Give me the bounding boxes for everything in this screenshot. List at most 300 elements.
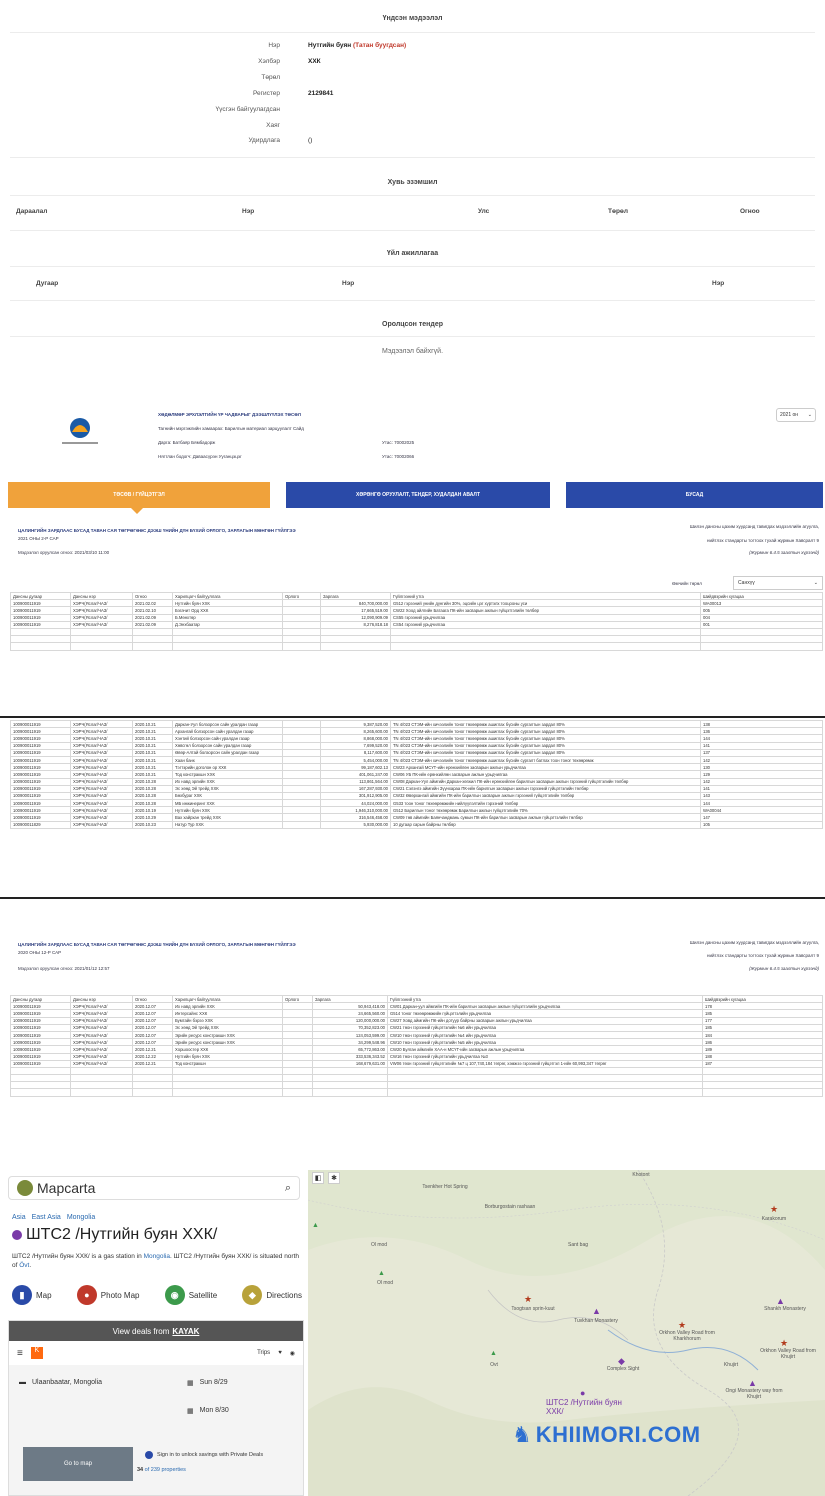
search-icon[interactable]: ⌕ xyxy=(284,1181,291,1194)
attraction-icon[interactable]: ★ xyxy=(524,1294,533,1304)
map-view[interactable] xyxy=(308,1170,825,1496)
col-activity-name: Нэр xyxy=(342,280,355,287)
table-row xyxy=(11,792,823,799)
table-cell: Хоршоостер ХХК xyxy=(173,1046,283,1053)
table-cell: Б.Мөнхтөр xyxy=(173,614,283,621)
table-cell: 138 xyxy=(701,721,823,728)
go-to-map-button[interactable] xyxy=(23,1447,133,1481)
desc-link-mongolia[interactable]: Mongolia xyxy=(143,1253,170,1260)
report2-note2: нийтлэх стандарты тогтоох тухай журмын Хавсралт 9 xyxy=(707,953,819,958)
table-cell xyxy=(283,1060,313,1067)
table-row xyxy=(11,807,823,814)
table-cell: 50,943,418.00 xyxy=(313,1003,388,1010)
table-cell: Хөвсгөл болзорсон сайн уралдан газар xyxy=(173,742,283,749)
col-order: Дараалал xyxy=(16,208,48,215)
attraction-icon[interactable]: ★ xyxy=(770,1204,779,1214)
table-cell xyxy=(313,1067,388,1074)
table-cell xyxy=(133,1089,173,1096)
table-cell: 185 xyxy=(703,1024,823,1031)
table-cell: ХЭРЧ(Яслаг/ЧАЗ/ xyxy=(71,721,133,728)
table-cell: 130 xyxy=(701,764,823,771)
table-cell: 100900011919 xyxy=(11,742,71,749)
table-cell: Натур Тур ХХК xyxy=(173,821,283,828)
table-cell: 2020.12.07 xyxy=(133,1039,173,1046)
table-header-row xyxy=(11,593,823,600)
table-cell: 141 xyxy=(701,742,823,749)
divider xyxy=(0,897,825,899)
satellite-button[interactable] xyxy=(165,1285,217,1305)
table-row xyxy=(11,600,823,607)
table-cell: Хаан банк xyxy=(173,756,283,763)
table-row xyxy=(11,749,823,756)
table-row xyxy=(11,1039,823,1046)
table-cell: Эрийн ресурс констракшн ХХК xyxy=(173,1039,283,1046)
table-cell: 100900011919 xyxy=(11,792,71,799)
table-row xyxy=(11,1017,823,1024)
col-name: Нэр xyxy=(242,208,255,215)
filter-label: Өмчийн төрөл xyxy=(672,581,702,586)
table-cell: 100900011829 xyxy=(11,821,71,828)
table-cell xyxy=(283,792,321,799)
table-cell: 301,912,905.00 xyxy=(321,792,391,799)
table-cell xyxy=(71,1075,133,1082)
tab-budget[interactable]: ТӨСӨВ / ГҮЙЦЭТГЭЛ xyxy=(8,482,270,508)
table-cell: 2020.10.28 xyxy=(133,792,173,799)
table-cell: 144 xyxy=(701,735,823,742)
map-button[interactable] xyxy=(12,1285,52,1305)
table-cell xyxy=(283,756,321,763)
table-row xyxy=(11,614,823,621)
table-cell: ХЭРЧ(Яслаг/ЧАЗ/ xyxy=(71,785,133,792)
table-cell: 8,868,000.00 xyxy=(321,735,391,742)
kayak-widget xyxy=(8,1320,304,1496)
table-cell: ХЭРЧ(Яслаг/ЧАЗ/ xyxy=(71,607,133,614)
table-cell: ХЭРЧ(Яслаг/ЧАЗ/ xyxy=(71,1031,133,1038)
table-cell: G512 Барилгын тоног төхөөрөмж Барилгын ажлын гүйцэтгэлийн 70% xyxy=(391,807,701,814)
table-cell: 2020.12.22 xyxy=(133,1053,173,1060)
table-cell: Архангай болзорсон сайн уралдан газар xyxy=(173,728,283,735)
table-cell xyxy=(283,1053,313,1060)
table-cell xyxy=(283,643,321,650)
table-cell xyxy=(11,1082,71,1089)
viewpoint-icon[interactable]: ◆ xyxy=(618,1356,625,1366)
kayak-toolbar xyxy=(9,1341,303,1365)
table-cell: 100900011919 xyxy=(11,1024,71,1031)
settings-icon[interactable]: ✱ xyxy=(328,1172,340,1184)
table-cell xyxy=(71,1089,133,1096)
table-cell: WA00044 xyxy=(701,807,823,814)
attraction-icon[interactable]: ★ xyxy=(678,1320,687,1330)
table-cell xyxy=(283,614,321,621)
table-cell xyxy=(11,636,71,643)
table-cell: 144 xyxy=(701,800,823,807)
table-cell xyxy=(388,1082,703,1089)
table-cell: CW32 Өвөрхангай аймгийн ПК-ийн барилгын засварын ажлын гэрээний гүйцэтгэлийн төлбөр xyxy=(391,792,701,799)
selected-place-label: ШТС2 /Нутгийн буян ХХК/ xyxy=(546,1398,622,1416)
table-cell: Нутгийн буян ХХК xyxy=(173,1053,283,1060)
table-cell: G514 тоног төхөөрөмжийн гүйцэтгэлийн урьдчилгаа xyxy=(388,1010,703,1017)
table-cell: 2020.10.21 xyxy=(133,742,173,749)
table-cell: 2020.12.07 xyxy=(133,1010,173,1017)
table-header: Шийдвэрийн хугацаа xyxy=(703,996,823,1003)
trips-link[interactable]: Trips xyxy=(257,1350,271,1356)
table-cell xyxy=(703,1075,823,1082)
table-cell: 187 xyxy=(703,1060,823,1067)
table-cell: 8,276,818.18 xyxy=(321,621,391,628)
table-cell: ХЭРЧ(Яслаг/ЧАЗ/ xyxy=(71,1046,133,1053)
table-cell: Нутгийн буян ХХК xyxy=(173,600,283,607)
table-cell: TN 4/023 СТЭМ-ийн хичээлийн тоног төхөөрөмж ашиглах бүсийн сургалтын зардал 80% xyxy=(391,742,701,749)
col-type: Төрөл xyxy=(608,208,629,215)
table-cell xyxy=(703,1067,823,1074)
table-cell: Эс хөөд Эй трейд ХХК xyxy=(173,1024,283,1031)
table-cell: Их навд эрлийн ХХК xyxy=(173,1003,283,1010)
table-cell: 2020.10.21 xyxy=(133,728,173,735)
kayak-logo-icon: K xyxy=(31,1347,43,1359)
table-row xyxy=(11,607,823,614)
map-label: Tsenkher Hot Spring xyxy=(422,1184,468,1190)
col-date: Огноо xyxy=(740,208,760,215)
table-cell: ХЭРЧ(Яслаг/ЧАЗ/ xyxy=(71,756,133,763)
table-cell xyxy=(283,1003,313,1010)
map-label: Tuvkhan Monastery xyxy=(574,1318,618,1324)
table-header: Огноо xyxy=(133,593,173,600)
sign-in-row[interactable] xyxy=(145,1451,263,1459)
table-cell xyxy=(283,728,321,735)
table-cell: 188 xyxy=(703,1053,823,1060)
table-cell: 100900011919 xyxy=(11,785,71,792)
breadcrumb-east-asia[interactable]: East Asia xyxy=(31,1214,61,1221)
table-cell: 100900011919 xyxy=(11,600,71,607)
location-value: Ulaanbaatar, Mongolia xyxy=(32,1379,103,1386)
col-activity-name-2: Нэр xyxy=(712,280,725,287)
table-cell: Тэгтэрийн доголон ор ХХК xyxy=(173,764,283,771)
table-cell: 2020.10.28 xyxy=(133,800,173,807)
table-cell xyxy=(703,1082,823,1089)
year-select-value: 2021 он xyxy=(780,412,799,418)
properties-text: of 239 properties xyxy=(144,1467,186,1473)
table-cell: 840,700,000.00 xyxy=(321,600,391,607)
table-cell: 129 xyxy=(701,771,823,778)
table-cell xyxy=(283,742,321,749)
report1-note1: Шилэн дансны цахим хуудсанд тавигдах мэдээллийн агуулга, xyxy=(689,524,819,529)
table-cell xyxy=(283,778,321,785)
place-title: ШТС2 /Нутгийн буян ХХК/ xyxy=(26,1226,218,1243)
table-cell: 70,352,823.00 xyxy=(313,1024,388,1031)
table-cell xyxy=(283,1067,313,1074)
table-cell: 2020.10.28 xyxy=(133,785,173,792)
table-cell: 2021.02.02 xyxy=(133,600,173,607)
table-cell: 141 xyxy=(701,785,823,792)
label-address: Хаяг xyxy=(266,122,280,129)
table-cell xyxy=(313,1082,388,1089)
divider xyxy=(0,716,825,718)
table-cell: 184 xyxy=(703,1031,823,1038)
table-cell: 100900011919 xyxy=(11,614,71,621)
table-cell: CW27 Ховд аймгийн ПК-ийн дотуур байрны засварын ажлын урьдчилгаа xyxy=(388,1017,703,1024)
table-cell: ХЭРЧ(Яслаг/ЧАЗ/ xyxy=(71,778,133,785)
table-row xyxy=(11,728,823,735)
menu-icon[interactable]: ≡ xyxy=(17,1347,23,1359)
table2 xyxy=(10,720,823,829)
table-cell: 2020.10.19 xyxy=(133,807,173,814)
table-cell xyxy=(283,721,321,728)
map-label: Orkhon Valley Road from Khujirt xyxy=(760,1348,816,1360)
checkin-field[interactable] xyxy=(187,1379,228,1387)
table-cell: Хэнтий болзорсон сайн уралдан газар xyxy=(173,735,283,742)
mapcarta-header xyxy=(8,1176,300,1200)
mapcarta-logo[interactable]: Mapcarta xyxy=(37,1180,96,1196)
attraction-icon[interactable]: ★ xyxy=(780,1338,789,1348)
table-cell: ХЭРЧ(Яслаг/ЧАЗ/ xyxy=(71,1039,133,1046)
location-field[interactable] xyxy=(19,1379,102,1386)
place-description xyxy=(12,1252,302,1270)
map-label: Ongi Monastery way from Khujirt xyxy=(725,1388,783,1400)
table-cell: 2020.10.21 xyxy=(133,749,173,756)
table-cell: 178 xyxy=(703,1003,823,1010)
checkin-value: Sun 8/29 xyxy=(199,1379,228,1386)
table-header: Орлого xyxy=(283,996,313,1003)
table1 xyxy=(10,592,823,651)
report2-note3: (Журмын 6.4.5 заалтын хүрээнд) xyxy=(749,966,819,971)
monastery-icon[interactable]: ▲ xyxy=(748,1378,757,1388)
table-row xyxy=(11,1053,823,1060)
table-cell: 2021.02.09 xyxy=(133,621,173,628)
table-cell: ХЭРЧ(Яслаг/ЧАЗ/ xyxy=(71,600,133,607)
table-cell: 100900011919 xyxy=(11,756,71,763)
table-cell: WA00013 xyxy=(701,600,823,607)
desc-part1: ШТС2 /Нутгийн буян ХХК/ is a gas station in xyxy=(12,1253,142,1260)
table-cell xyxy=(71,643,133,650)
table-cell xyxy=(173,643,283,650)
tenders-empty: Мэдээлэл байхгүй. xyxy=(381,348,444,355)
table-cell xyxy=(388,1089,703,1096)
table-cell xyxy=(283,1017,313,1024)
table-cell: 44,024,000.00 xyxy=(321,800,391,807)
table-cell xyxy=(283,1031,313,1038)
label-form: Хэлбэр xyxy=(258,58,280,65)
gas-station-marker-icon[interactable]: ● xyxy=(580,1388,586,1398)
table-cell: CS54 гэрээний урьдчилгаа xyxy=(391,621,701,628)
table-cell: 333,536,343.52 xyxy=(313,1053,388,1060)
table-cell xyxy=(133,1075,173,1082)
table-cell: 10 дугаар сарын байрны төлбөр xyxy=(391,821,701,828)
table-header: Зарлага xyxy=(321,593,391,600)
place-title-row xyxy=(12,1226,217,1244)
table-cell: Их навд эрлийн ХХК xyxy=(173,778,283,785)
table-cell: 004 xyxy=(701,614,823,621)
table-cell: 136 xyxy=(701,728,823,735)
table-cell xyxy=(283,800,321,807)
org-logo xyxy=(60,414,100,448)
table-row-empty xyxy=(11,643,823,650)
table-cell: Даркан-Уул болзорсон сайн уралдан газар xyxy=(173,721,283,728)
table-cell: TN 4/023 СТЭМ-ийн хичээлийн тоног төхөөрөмж ашиглах бүсийн сургалт батлах тоон тоног төхөөрөмж xyxy=(391,756,701,763)
table-cell: ХЭРЧ(Яслаг/ЧАЗ/ xyxy=(71,771,133,778)
table-cell: 113,861,564.00 xyxy=(321,778,391,785)
table-cell: 100900011919 xyxy=(11,807,71,814)
report1-note3: (Журмын 6.4.5 заалтын хүрээнд) xyxy=(749,550,819,555)
label-founded: Үүсгэн байгуулагдсан xyxy=(215,106,280,113)
table-cell xyxy=(388,1075,703,1082)
table-cell: ХЭРЧ(Яслаг/ЧАЗ/ xyxy=(71,621,133,628)
table-header: Харилцагч байгууллага xyxy=(173,996,283,1003)
table-cell: Тод констракшн ХХК xyxy=(173,771,283,778)
desc-part3: . xyxy=(29,1262,32,1269)
table-cell: 177 xyxy=(703,1017,823,1024)
table-cell: 2020.10.29 xyxy=(133,814,173,821)
table-header: Гүйлгээний утга xyxy=(391,593,701,600)
table-cell xyxy=(283,764,321,771)
table-cell: 185 xyxy=(703,1010,823,1017)
table-cell: Өвөр-Алтай болзорсон сайн уралдан газар xyxy=(173,749,283,756)
photo-map-button[interactable] xyxy=(77,1285,140,1305)
tree-icon: ▲ xyxy=(490,1350,497,1357)
table-row xyxy=(11,821,823,828)
label-management: Удирдлага xyxy=(248,137,280,144)
table-cell xyxy=(283,621,321,628)
table-cell: CW21 Сэлэнгэ аймгийн Зүүнхараа ПК-ийн барилгын засварын ажлын гэрээний гүйцэтгэлийн төлбөр xyxy=(391,785,701,792)
layers-icon[interactable]: ◧ xyxy=(312,1172,324,1184)
org-line1: Тагнийн мэргэжлийн хамаарах: Барилгын материал зарцуулалт Сайд xyxy=(158,426,304,431)
table-cell xyxy=(703,1089,823,1096)
calendar-icon: ▦ xyxy=(187,1408,194,1415)
table-cell: VW06 төон гэрээний гүйцэтгэлийн №7 ц 107,740,184 төгрөг, хэмжээ гэрээний гүйцэтгэл 1-ийн 60,993,347 төгрөг xyxy=(388,1060,703,1067)
table-cell: 2021.02.10 xyxy=(133,607,173,614)
properties-count-value: 34 xyxy=(137,1467,144,1473)
table-cell xyxy=(283,771,321,778)
table-cell: Интерсайнс ХХК xyxy=(173,1010,283,1017)
table-cell: 401,061,247.00 xyxy=(321,771,391,778)
bed-icon: ▬ xyxy=(19,1379,26,1386)
tab-investment[interactable]: ХӨРӨНГӨ ОРУУЛАЛТ, ТЕНДЕР, ХУДАЛДАН АВАЛТ xyxy=(286,482,550,508)
table-cell xyxy=(283,1082,313,1089)
table-header: Гүйлгээний утга xyxy=(388,996,703,1003)
table-row xyxy=(11,735,823,742)
table-cell: 105 xyxy=(701,821,823,828)
table-cell: TN 4/023 СТЭМ-ийн хичээлийн тоног төхөөрөмж ашиглах бүсийн сургалтын зардал 80% xyxy=(391,728,701,735)
table-cell: 100900011919 xyxy=(11,764,71,771)
map-label: Ovt xyxy=(490,1362,498,1368)
kayak-banner[interactable] xyxy=(9,1321,303,1341)
breadcrumb-mongolia[interactable]: Mongolia xyxy=(66,1214,96,1221)
table-cell: ХЭРЧ(Яслаг/ЧАЗ/ xyxy=(71,821,133,828)
account-icon[interactable]: ◉ xyxy=(289,1350,295,1357)
table-cell xyxy=(283,1075,313,1082)
table-row xyxy=(11,800,823,807)
year-select[interactable] xyxy=(776,408,816,422)
table-cell: 12,090,909.09 xyxy=(321,614,391,621)
col-activity-number: Дугаар xyxy=(36,280,59,287)
table-cell: ХЭРЧ(Яслаг/ЧАЗ/ xyxy=(71,764,133,771)
table-cell: 1,946,310,000.00 xyxy=(321,807,391,814)
table-cell xyxy=(388,1067,703,1074)
table-cell: ХЭРЧ(Яслаг/ЧАЗ/ xyxy=(71,807,133,814)
map-label: Orkhon Valley Road from Kharkhorum xyxy=(659,1330,715,1342)
map-label: Shankh Monastery xyxy=(764,1306,806,1312)
table-header: Дансны нэр xyxy=(71,996,133,1003)
table-header: Дансны нэр xyxy=(71,593,133,600)
table-cell xyxy=(391,636,701,643)
table-cell: 100900011919 xyxy=(11,1046,71,1053)
table-cell: ХЭРЧ(Яслаг/ЧАЗ/ xyxy=(71,1010,133,1017)
table-cell: Бөхбураг ХХК xyxy=(173,792,283,799)
table-cell xyxy=(283,735,321,742)
table-cell: 100900011919 xyxy=(11,749,71,756)
table-cell xyxy=(11,1067,71,1074)
table-cell xyxy=(133,636,173,643)
table-cell: 7,699,520.00 xyxy=(321,742,391,749)
table-cell: 2020.10.21 xyxy=(133,771,173,778)
table-cell xyxy=(283,600,321,607)
label-type: Төрөл xyxy=(261,74,280,81)
table-cell: 189 xyxy=(703,1046,823,1053)
table-cell xyxy=(11,1075,71,1082)
section-title-tenders: Оролцсон тендер xyxy=(382,321,443,328)
org-line2: Дарга: Батбаяр Бямбадорж xyxy=(158,440,216,445)
monastery-icon[interactable]: ▲ xyxy=(592,1306,601,1316)
table-cell: 100900011919 xyxy=(11,1060,71,1067)
filter-select-value: Санхүү xyxy=(738,580,755,586)
table-row xyxy=(11,785,823,792)
table-cell xyxy=(701,628,823,635)
table-cell: 186 xyxy=(703,1039,823,1046)
filter-select[interactable] xyxy=(733,576,823,590)
directions-label: Directions xyxy=(266,1290,302,1300)
table-row xyxy=(11,1046,823,1053)
desc-part2: . ШТС2 /Нутгийн буян ХХК/ is situated north of xyxy=(12,1253,300,1269)
desc-link-ovt[interactable]: Övt xyxy=(19,1262,30,1269)
table-row-empty xyxy=(11,1067,823,1074)
org-line3: Нягтлан бодогч: Даваасүрэн Ууганцэцэг xyxy=(158,454,242,459)
table-cell: 001 xyxy=(701,621,823,628)
checkout-field[interactable] xyxy=(187,1407,229,1415)
table-cell xyxy=(391,628,701,635)
breadcrumb-asia[interactable]: Asia xyxy=(12,1214,26,1221)
monastery-icon[interactable]: ▲ xyxy=(776,1296,785,1306)
map-label: Complex Sight xyxy=(606,1366,640,1372)
table-cell: 137 xyxy=(701,749,823,756)
map-label: Khujirt xyxy=(723,1362,739,1368)
directions-button[interactable] xyxy=(242,1285,302,1305)
table-cell xyxy=(173,1089,283,1096)
map-label: Ol mod xyxy=(376,1280,394,1286)
map-icon: ▮ xyxy=(12,1285,32,1305)
table-cell: 2020.10.23 xyxy=(133,821,173,828)
table-cell xyxy=(321,636,391,643)
table-cell: CS55 гэрээний урьдчилгаа xyxy=(391,614,701,621)
table-cell xyxy=(173,1067,283,1074)
tab-other[interactable]: БУСАД xyxy=(566,482,823,508)
tab-active-caret xyxy=(131,508,143,514)
table-cell: CW21 төон гэрээний гүйцэтгэлийн №6 ийн урьдчилгаа xyxy=(388,1024,703,1031)
report1-date: Мэдээлэл оруулсан огноо: 2021/03/10 11:00 xyxy=(18,550,110,555)
map-label: Karakorum xyxy=(761,1216,787,1222)
photo-map-label: Photo Map xyxy=(100,1290,140,1300)
label-name: Нэр xyxy=(268,42,280,49)
table-row xyxy=(11,1003,823,1010)
report2-date: Мэдээлэл оруулсан огноо: 2021/01/12 12:57 xyxy=(18,966,110,971)
heart-icon[interactable]: ♥ xyxy=(278,1350,282,1356)
table-cell: ХЭРЧ(Яслаг/ЧАЗ/ xyxy=(71,1053,133,1060)
table-row-empty xyxy=(11,1075,823,1082)
table-cell: TN 4/023 СТЭМ-ийн хичээлийн тоног төхөөрөмж ашиглах бүсийн сургалтын зардал 80% xyxy=(391,749,701,756)
table-row xyxy=(11,778,823,785)
table-cell: 124,053,599.00 xyxy=(313,1031,388,1038)
table-cell: 2021.02.09 xyxy=(133,614,173,621)
table-cell xyxy=(283,1039,313,1046)
map-label: Ol mod xyxy=(370,1242,388,1248)
